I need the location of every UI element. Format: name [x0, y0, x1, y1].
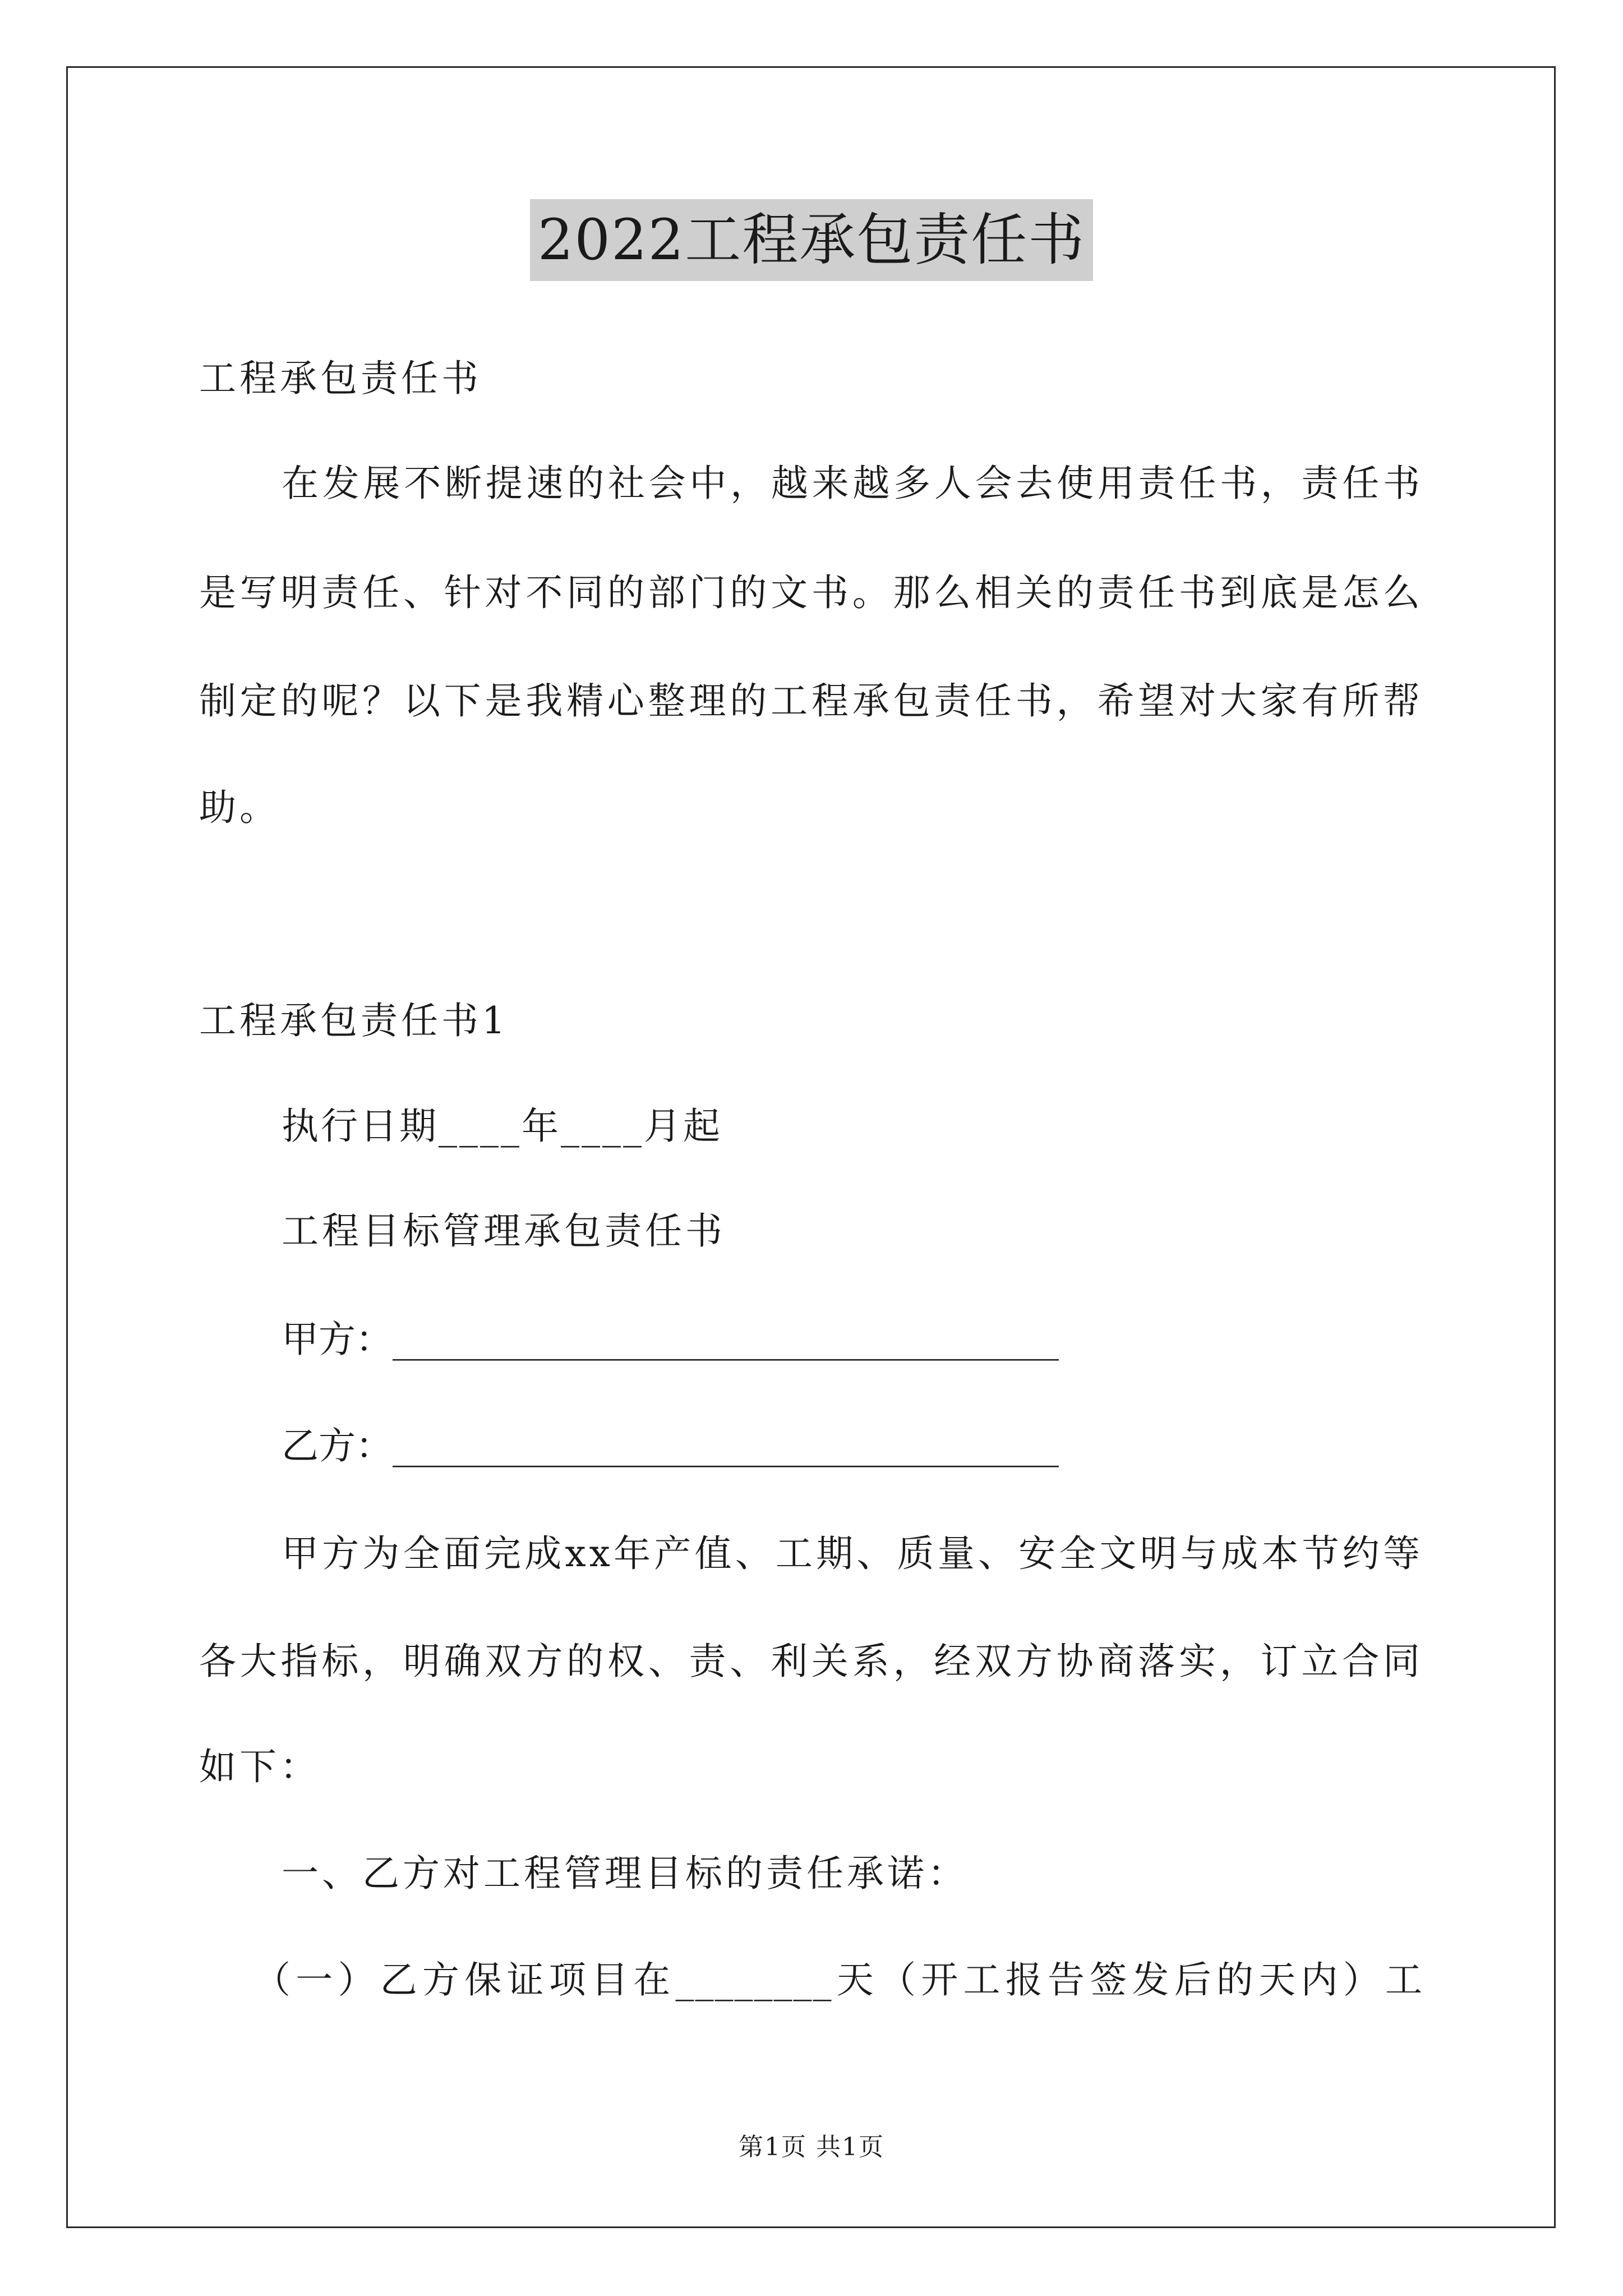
document-subtitle: 工程承包责任书	[199, 357, 482, 400]
section-heading: 工程承包责任书1	[199, 999, 509, 1042]
intro-line-4: 助。	[199, 786, 280, 829]
party-a-field: 甲方：____________________________________	[282, 1318, 1059, 1361]
intro-line-2: 是写明责任、针对不同的部门的文书。那么相关的责任书到底是怎么	[199, 571, 1423, 614]
title-container	[0, 199, 1623, 281]
party-b-field: 乙方：____________________________________	[282, 1424, 1059, 1467]
intro-line-3: 制定的呢？以下是我精心整理的工程承包责任书，希望对大家有所帮	[199, 679, 1423, 723]
execution-date: 执行日期____年____月起	[282, 1105, 722, 1148]
contract-title: 工程目标管理承包责任书	[282, 1209, 726, 1253]
purpose-line-2: 各大指标，明确双方的权、责、利关系，经双方协商落实，订立合同	[199, 1640, 1423, 1683]
intro-line-1: 在发展不断提速的社会中，越来越多人会去使用责任书，责任书	[282, 462, 1423, 505]
clause-1-heading: 一、乙方对工程管理目标的责任承诺：	[282, 1852, 968, 1895]
page-footer: 第1页 共1页	[739, 2133, 884, 2161]
clause-1-1: （一）乙方保证项目在________天（开工报告签发后的天内）工	[253, 1958, 1423, 2001]
document-title: 2022工程承包责任书	[530, 199, 1094, 281]
purpose-line-1: 甲方为全面完成xx年产值、工期、质量、安全文明与成本节约等	[282, 1532, 1423, 1575]
purpose-line-3: 如下：	[199, 1745, 320, 1788]
